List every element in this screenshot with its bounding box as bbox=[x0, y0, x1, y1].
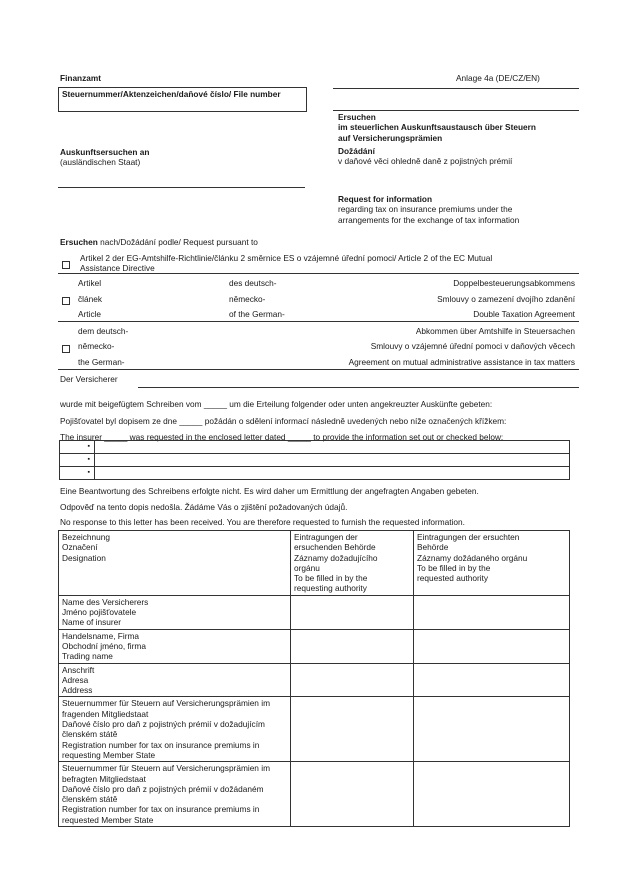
no-response-text: Eine Beantwortung des Schreibens erfolgte nicht. Es wird daher um Ermittlung der angefragten Angaben gebeten. Odpověď na tento dopis nedošla. Žádáme Vás o zjištění požadovaných údajů. No response to this letter has been received. You are therefore requested to furnish the requested information. bbox=[60, 486, 479, 527]
requested-authority-cell[interactable] bbox=[414, 663, 570, 697]
recipient-sub: (ausländischen Staat) bbox=[60, 157, 141, 168]
row-label: Steuernummer für Steuern auf Versicherungsprämien im befragten Mitgliedstaat Daňové číslo pro daň z pojistných prémií v dožádaném členském státě Registration number for tax on insurance premiums in requested Member State bbox=[59, 762, 291, 827]
divider bbox=[58, 273, 579, 274]
row-label: Anschrift Adresa Address bbox=[59, 663, 291, 697]
subtitle-en-2: arrangements for the exchange of tax information bbox=[338, 214, 520, 225]
table-row bbox=[59, 629, 570, 663]
office-label: Finanzamt bbox=[60, 73, 102, 83]
file-number-field[interactable] bbox=[58, 87, 307, 112]
requesting-authority-cell[interactable] bbox=[291, 697, 414, 762]
checkbox-mutual-assistance[interactable] bbox=[62, 345, 70, 353]
title-de: Ersuchen bbox=[338, 112, 376, 122]
table-row bbox=[59, 762, 570, 827]
table-row bbox=[59, 663, 570, 697]
insurer-label: Der Versicherer bbox=[60, 374, 118, 384]
subtitle-en-1: regarding tax on insurance premiums under the bbox=[338, 204, 513, 215]
info-input[interactable] bbox=[95, 467, 570, 480]
requesting-authority-cell[interactable] bbox=[291, 663, 414, 697]
table-row bbox=[59, 697, 570, 762]
recipient-label: Auskunftsersuchen an bbox=[60, 147, 150, 157]
divider bbox=[333, 88, 579, 89]
checkbox-dta[interactable] bbox=[62, 297, 70, 305]
row-label: Handelsname, Firma Obchodní jméno, firma Trading name bbox=[59, 629, 291, 663]
attachment-label: Anlage 4a (DE/CZ/EN) bbox=[456, 73, 540, 83]
option-ec-directive: Artikel 2 der EG-Amtshilfe-Richtlinie/článku 2 směrnice ES o vzájemné úřední pomoci/ Article 2 of the EC Mutual Assistance Directive bbox=[80, 253, 493, 274]
requested-info-list bbox=[59, 440, 570, 480]
insurer-request-text: wurde mit beigefügtem Schreiben vom _____ um die Erteilung folgender oder unten angekreuzter Auskünfte gebeten: Pojišťovatel byl dopisem ze dne _____ požádán o sdělení informací následně uvedených nebo níže označených křížkem: The insurer _____ was requested in the enclosed letter dated _____ to provide the information set out or checked below: bbox=[60, 399, 507, 442]
recipient-block bbox=[60, 147, 149, 168]
title-block-en bbox=[338, 194, 519, 225]
information-table bbox=[58, 530, 570, 827]
insurer-input-line[interactable] bbox=[138, 387, 579, 388]
requesting-authority-cell[interactable] bbox=[291, 762, 414, 827]
pursuant-label: Ersuchen nach/Dožádání podle/ Request pursuant to bbox=[60, 237, 258, 247]
table-row bbox=[59, 595, 570, 629]
file-number-label: Steuernummer/Aktenzeichen/daňové číslo/ File number bbox=[62, 89, 281, 99]
requested-authority-cell[interactable] bbox=[414, 762, 570, 827]
info-input[interactable] bbox=[95, 441, 570, 454]
recipient-input-line[interactable] bbox=[58, 187, 305, 188]
header-requesting-authority: Eintragungen der ersuchenden Behörde Záznamy dožadujícího orgánu To be filled in by the requesting authority bbox=[291, 531, 414, 596]
list-item: ▪ bbox=[60, 454, 570, 467]
subtitle-de-2: auf Versicherungsprämien bbox=[338, 132, 443, 143]
row-label: Steuernummer für Steuern auf Versicherungsprämien im fragenden Mitgliedstaat Daňové číslo pro daň z pojistných prémií v dožadujícím členském státě Registration number for tax on insurance premiums in requesting Member State bbox=[59, 697, 291, 762]
requested-authority-cell[interactable] bbox=[414, 629, 570, 663]
checkbox-ec-directive[interactable] bbox=[62, 261, 70, 269]
divider bbox=[58, 321, 579, 322]
list-item: ▪ bbox=[60, 467, 570, 480]
requested-authority-cell[interactable] bbox=[414, 595, 570, 629]
requested-authority-cell[interactable] bbox=[414, 697, 570, 762]
row-label: Name des Versicherers Jméno pojišťovatele Name of insurer bbox=[59, 595, 291, 629]
header-designation: Bezeichnung Označení Designation bbox=[59, 531, 291, 596]
title-cz: Dožádání bbox=[338, 146, 375, 157]
divider bbox=[58, 369, 579, 370]
header-requested-authority: Eintragungen der ersuchten Behörde Záznamy dožádaného orgánu To be filled in by the requested authority bbox=[414, 531, 570, 596]
requesting-authority-cell[interactable] bbox=[291, 595, 414, 629]
info-input[interactable] bbox=[95, 454, 570, 467]
title-block bbox=[338, 112, 536, 167]
divider bbox=[333, 110, 579, 111]
table-header-row bbox=[59, 531, 570, 596]
title-en: Request for information bbox=[338, 194, 433, 204]
list-item: ▪ bbox=[60, 441, 570, 454]
subtitle-cz: v daňové věci ohledně daně z pojistných prémií bbox=[338, 156, 513, 167]
subtitle-de-1: im steuerlichen Auskunftsaustausch über Steuern bbox=[338, 122, 536, 133]
requesting-authority-cell[interactable] bbox=[291, 629, 414, 663]
